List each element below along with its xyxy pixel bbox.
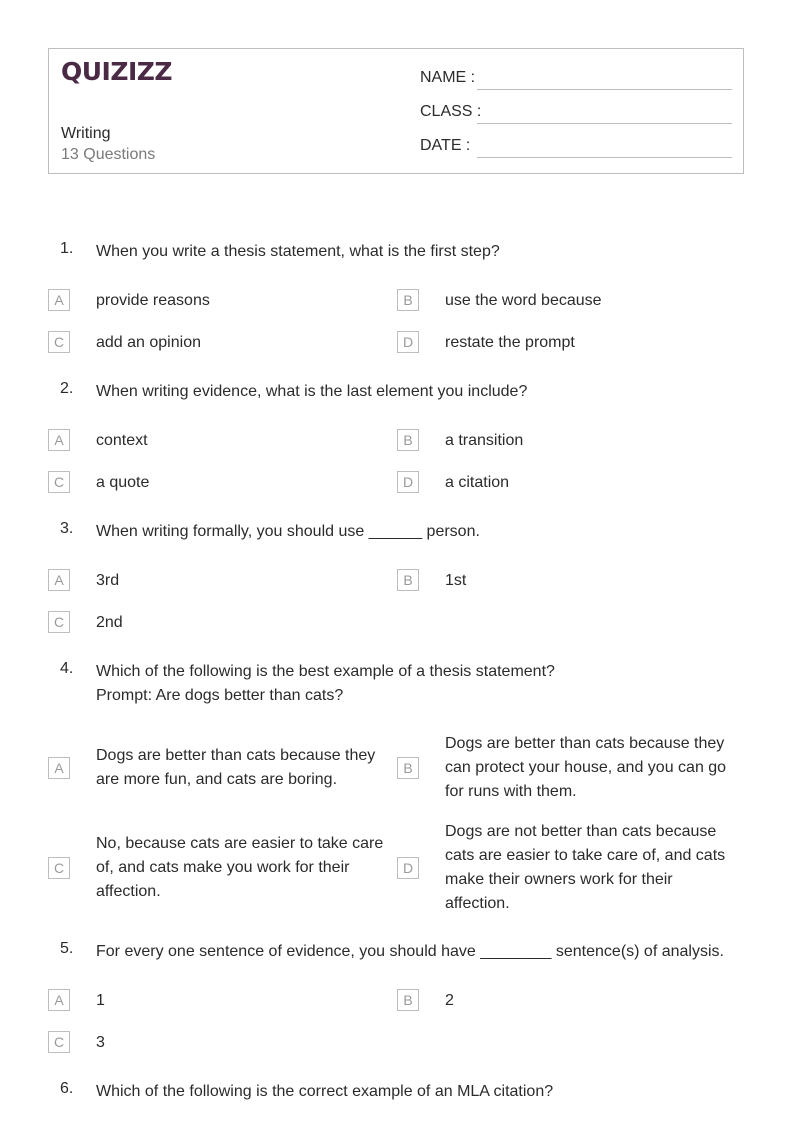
option-letter-box: B — [397, 989, 419, 1011]
date-line — [477, 157, 732, 158]
option-letter-box: C — [48, 611, 70, 633]
option-text-line: can protect your house, and you can go — [445, 759, 727, 776]
option-text — [96, 744, 393, 792]
question-text: When writing evidence, what is the last element you include? — [96, 383, 528, 400]
option-text: use the word because — [445, 292, 602, 309]
question-prompt-line: Prompt: Are dogs better than cats? — [96, 687, 344, 704]
option-text-line: No, because cats are easier to take care — [96, 835, 384, 852]
class-label: CLASS : — [420, 103, 482, 120]
option-text — [445, 820, 742, 916]
option-letter-box: A — [48, 757, 70, 779]
option-text: 1 — [96, 992, 105, 1009]
option-letter-box: D — [397, 857, 419, 879]
option-text: add an opinion — [96, 334, 201, 351]
option-letter-box: B — [397, 569, 419, 591]
option-letter-box: C — [48, 1031, 70, 1053]
option-text: 3rd — [96, 572, 120, 589]
class-line — [477, 123, 732, 124]
option-text: restate the prompt — [445, 334, 575, 351]
question-number: 4. — [60, 660, 74, 677]
option-text: 3 — [96, 1034, 105, 1051]
question-number: 5. — [60, 940, 74, 957]
option-text: provide reasons — [96, 292, 210, 309]
question-text — [96, 660, 736, 708]
question-text: When you write a thesis statement, what is the first step? — [96, 243, 500, 260]
option-text: context — [96, 432, 148, 449]
option-text-line: affection. — [445, 895, 510, 912]
option-letter-box: A — [48, 429, 70, 451]
question-number: 6. — [60, 1080, 74, 1097]
option-text-line: Dogs are not better than cats because — [445, 823, 717, 840]
option-text: a citation — [445, 474, 510, 491]
date-field — [420, 137, 732, 161]
option-text: 1st — [445, 572, 467, 589]
option-text-line: for runs with them. — [445, 783, 577, 800]
option-text-line: affection. — [96, 883, 161, 900]
option-text-line: Dogs are better than cats because they — [445, 735, 725, 752]
option-letter-box: A — [48, 989, 70, 1011]
question-text: Which of the following is the correct example of an MLA citation? — [96, 1083, 554, 1100]
option-letter-box: A — [48, 569, 70, 591]
worksheet-title: Writing — [61, 125, 111, 142]
question-text: When writing formally, you should use ______ person. — [96, 523, 480, 540]
option-text: a quote — [96, 474, 150, 491]
question-text-line: Which of the following is the best example of a thesis statement? — [96, 663, 555, 680]
option-text-line: are more fun, and cats are boring. — [96, 771, 338, 788]
name-field — [420, 69, 732, 93]
option-letter-box: B — [397, 757, 419, 779]
option-text — [96, 832, 393, 904]
question-number: 1. — [60, 240, 74, 257]
class-field — [420, 103, 732, 127]
worksheet-header — [48, 48, 744, 174]
question-text: For every one sentence of evidence, you should have ________ sentence(s) of analysis. — [96, 943, 724, 960]
option-letter-box: A — [48, 289, 70, 311]
question-number: 2. — [60, 380, 74, 397]
option-text-line: cats are easier to take care of, and cats — [445, 847, 726, 864]
option-text: 2 — [445, 992, 454, 1009]
date-label: DATE : — [420, 137, 471, 154]
option-text: a transition — [445, 432, 524, 449]
option-letter-box: C — [48, 471, 70, 493]
option-text: 2nd — [96, 614, 123, 631]
option-letter-box: C — [48, 857, 70, 879]
name-label: NAME : — [420, 69, 476, 86]
option-text-line: of, and cats make you work for their — [96, 859, 350, 876]
option-letter-box: B — [397, 289, 419, 311]
question-number: 3. — [60, 520, 74, 537]
quizizz-logo: QUIZIZZ — [61, 57, 173, 86]
option-letter-box: B — [397, 429, 419, 451]
option-letter-box: C — [48, 331, 70, 353]
option-letter-box: D — [397, 471, 419, 493]
option-text — [445, 732, 742, 804]
option-text-line: make their owners work for their — [445, 871, 673, 888]
option-letter-box: D — [397, 331, 419, 353]
name-line — [477, 89, 732, 90]
question-count: 13 Questions — [61, 146, 156, 163]
option-text-line: Dogs are better than cats because they — [96, 747, 376, 764]
